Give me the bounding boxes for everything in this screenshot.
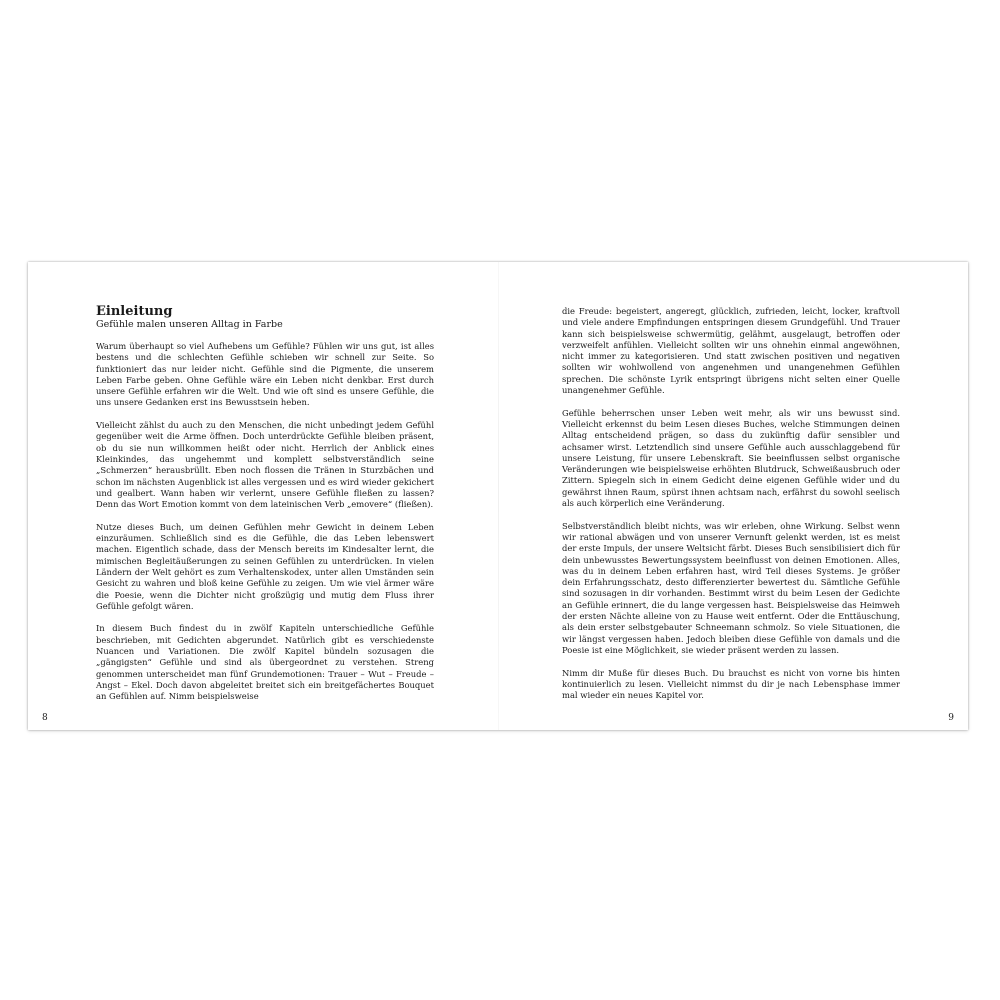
paragraph: Selbstverständlich bleibt nichts, was wir erleben, ohne Wirkung. Selbst wenn wir rational abwägen und von unserer Vernunft gelenkt werden, ist es meist der erste Impuls, der unsere Weltsicht färbt. Dieses Buch sensibilisiert dich für dein unbewusstes Bewertungssystem beeinflusst von deinen Emotionen. Alles, was du in deinem Leben erfahren hast, wird Teil dieses Systems. Je größer dein Erfahrungsschatz, desto differenzierter bewertest du. Sämtliche Gefühle sind sozusagen in dir vorhanden. Bestimmt wirst du beim Lesen der Gedichte an Gefühle erinnert, die du lange vergessen hast. Beispielsweise das Heimweh der ersten Nächte alleine von zu Hause weit entfernt. Oder die Enttäuschung, als dein erster selbstgebauter Schneemann schmolz. So viele Situationen, die wir längst vergessen haben. Jedoch bleiben diese Gefühle von damals und die Poesie ist eine Möglichkeit, sie wieder präsent werden zu lassen.: [562, 520, 900, 655]
paragraph: Vielleicht zählst du auch zu den Menschen, die nicht unbedingt jedem Gefühl gegenüber weit die Arme öffnen. Doch unterdrückte Gefühle bleiben präsent, ob du sie nun willkommen heißt oder nicht. Herrlich der Anblick eines Kleinkindes, das ungehemmt und komplett selbstverständlich seine „Schmerzen“ herausbrüllt. Eben noch flossen die Tränen in Sturzbächen und schon im nächsten Augenblick ist alles vergessen und es wird wieder gekichert und gealbert. Wann haben wir verlernt, unsere Gefühle fließen zu lassen? Denn das Wort Emotion kommt von dem lateinischen Verb „emovere“ (fließen).: [96, 420, 434, 510]
paragraph: Nimm dir Muße für dieses Buch. Du brauchst es nicht von vorne bis hinten kontinuierlich zu lesen. Vielleicht nimmst du dir je nach Lebensphase immer mal wieder ein neues Kapitel vor.: [562, 667, 900, 701]
paragraph: Warum überhaupt so viel Aufhebens um Gefühle? Fühlen wir uns gut, ist alles bestens und die schlechten Gefühle schieben wir schnell zur Seite. So funktioniert das nur leider nicht. Gefühle sind die Pigmente, die unserem Leben Farbe geben. Ohne Gefühle wäre ein Leben nicht denkbar. Erst durch unsere Gefühle erfahren wir die Welt. Und wie oft sind es unsere Gefühle, die uns unsere Gedanken erst ins Bewusstsein heben.: [96, 341, 434, 408]
chapter-title: Einleitung: [96, 304, 173, 319]
paragraph: Nutze dieses Buch, um deinen Gefühlen mehr Gewicht in deinem Leben einzuräumen. Schließlich sind es die Gefühle, die das Leben lebenswert machen. Eigentlich schade, dass der Mensch bereits im Kindesalter lernt, die mimischen Begleitäußerungen zu seinen Gefühlen zu unterdrücken. In vielen Ländern der Welt gehört es zum Verhaltenskodex, unter allen Umständen sein Gesicht zu wahren und bloß keine Gefühle zu zeigen. Um wie viel ärmer wäre die Poesie, wenn die Dichter nicht großzügig und mutig dem Fluss ihrer Gefühle gefolgt wären.: [96, 521, 434, 611]
page-number-left: 8: [42, 713, 48, 723]
chapter-subtitle: Gefühle malen unseren Alltag in Farbe: [96, 319, 283, 330]
paragraph: In diesem Buch findest du in zwölf Kapiteln unterschiedliche Gefühle beschrieben, mit Gedichten abgerundet. Natürlich gibt es verschiedenste Nuancen und Variationen. Die zwölf Kapitel bündeln sozusagen die „gängigsten“ Gefühle und sind als übergeordnet zu verstehen. Streng genommen unterscheidet man fünf Grundemotionen: Trauer – Wut – Freude – Angst – Ekel. Doch davon abgeleitet breitet sich ein breitgefächertes Bouquet an Gefühlen auf. Nimm beispielsweise: [96, 623, 434, 702]
paragraph: Gefühle beherrschen unser Leben weit mehr, als wir uns bewusst sind. Vielleicht erkennst du beim Lesen dieses Buches, welche Stimmungen deinen Alltag entscheidend prägen, so dass du zukünftig dafür sensibler und achsamer wirst. Letztendlich sind unsere Gefühle auch ausschlaggebend für unsere Leistung, für unsere Lebenskraft. Sie beeinflussen selbst organische Veränderungen wie beispielsweise erhöhten Blutdruck, Schweißausbruch oder Zittern. Spiegeln sich in einem Gedicht deine eigenen Gefühle wider und du gewährst ihnen Raum, spürst ihnen achtsam nach, erfährst du sowohl seelisch als auch körperlich eine Veränderung.: [562, 407, 900, 509]
book-spread: [28, 262, 968, 730]
right-page-content: [562, 306, 900, 713]
paragraph: die Freude: begeistert, angeregt, glücklich, zufrieden, leicht, locker, kraftvoll und viele andere Empfindungen entspringen diesem Grundgefühl. Und Trauer kann sich beispielsweise schwermütig, gelähmt, ausgelaugt, betroffen oder verzweifelt anfühlen. Vielleicht sollten wir uns ohnehin einmal angewöhnen, nicht immer zu kategorisieren. Und statt zwischen positiven und negativen sollten wir wohlwollend von angenehmen und unangenehmen Gefühlen sprechen. Die schönste Lyrik entspringt übrigens nicht selten einer Quelle unangenehmer Gefühle.: [562, 306, 900, 396]
page-number-right: 9: [948, 713, 954, 723]
left-page-content: [96, 304, 434, 714]
right-page: [498, 262, 968, 730]
left-page: [28, 262, 498, 730]
